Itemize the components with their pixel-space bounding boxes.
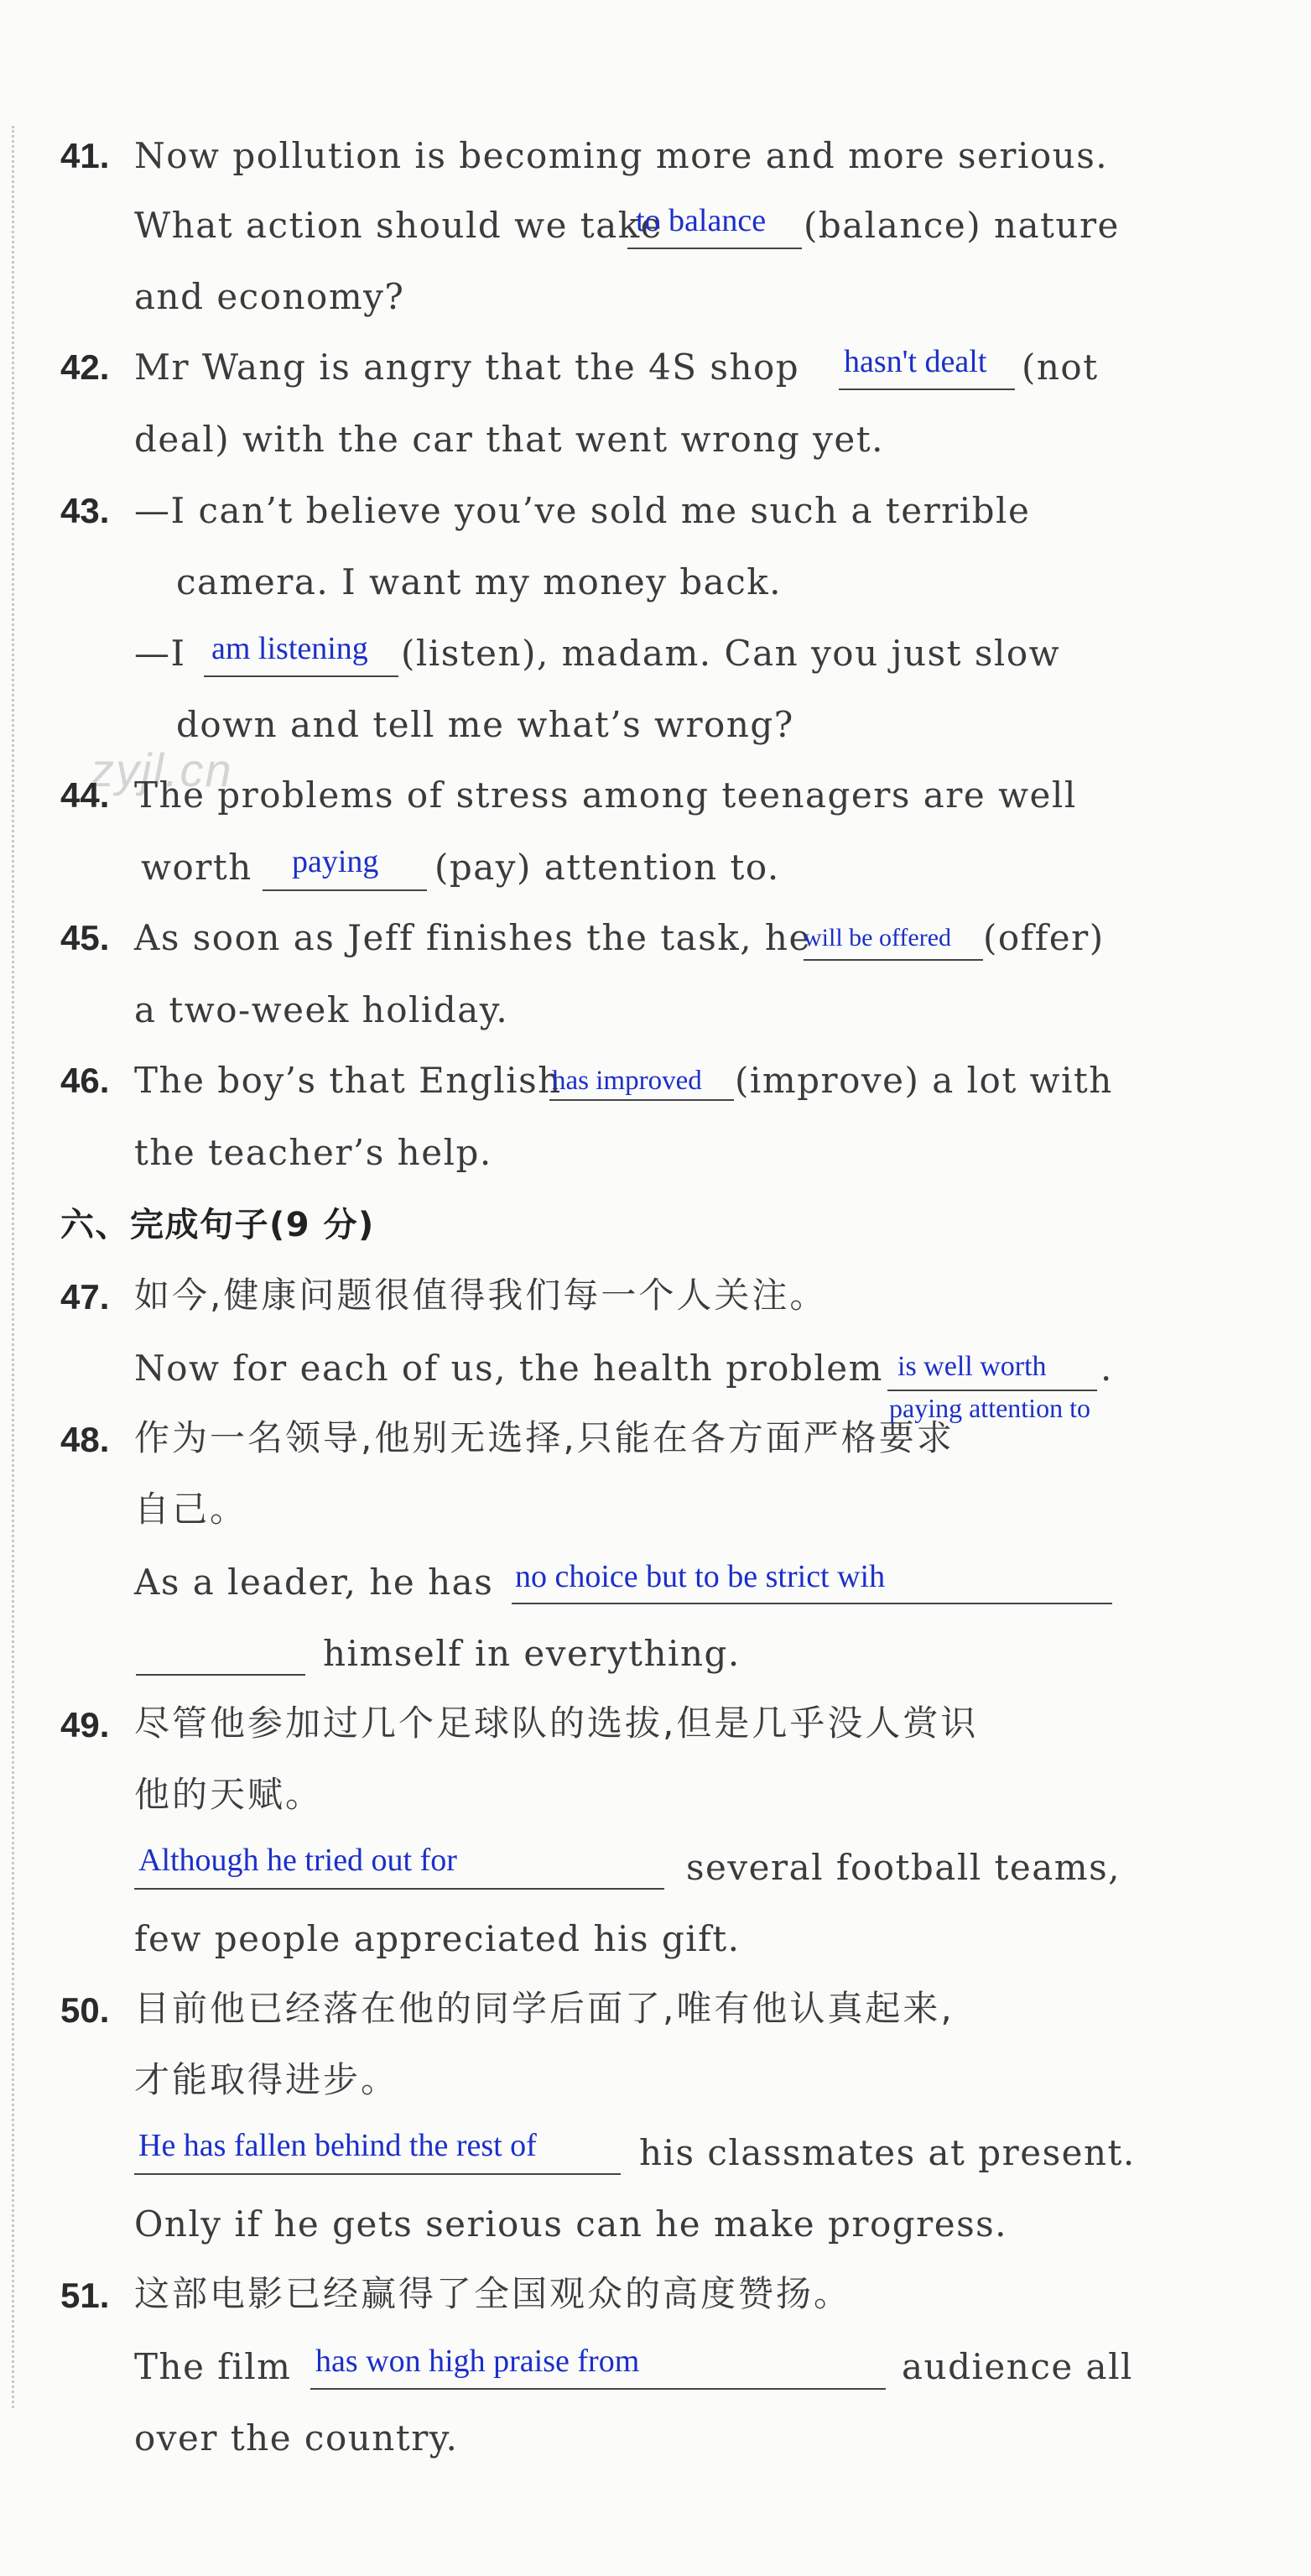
question-text: over the country.: [134, 2417, 459, 2459]
question-text: As a leader, he has: [134, 1562, 494, 1603]
question-text: himself in everything.: [323, 1633, 741, 1674]
question-text: The problems of stress among teenagers are well: [134, 774, 1077, 816]
question-text: worth: [141, 847, 252, 888]
handwritten-answer: paying: [292, 844, 379, 879]
section-heading: 六、完成句子(9 分): [60, 1206, 375, 1244]
answer-blank: [136, 1674, 305, 1676]
answer-blank: [804, 959, 983, 961]
question-text: few people appreciated his gift.: [134, 1918, 741, 1959]
question-number: 45.: [60, 918, 110, 957]
answer-blank: [887, 1390, 1097, 1391]
question-text: As soon as Jeff finishes the task, he: [134, 917, 811, 958]
question-chinese-text: 他的天赋。: [134, 1774, 324, 1815]
handwritten-answer: no choice but to be strict wih: [515, 1559, 886, 1594]
handwritten-answer: Although he tried out for: [138, 1843, 457, 1878]
answer-blank: [627, 248, 802, 249]
answer-blank: [263, 889, 427, 891]
answer-blank: [512, 1603, 1112, 1604]
question-text: a two-week holiday.: [134, 989, 509, 1030]
question-chinese-text: 这部电影已经赢得了全国观众的高度赞扬。: [134, 2273, 852, 2314]
question-text: (not: [1022, 347, 1099, 388]
question-number: 42.: [60, 347, 110, 387]
question-text: several football teams,: [686, 1847, 1121, 1888]
question-text: —I: [134, 633, 186, 674]
handwritten-answer: to balance: [636, 203, 767, 238]
question-text: (balance) nature: [804, 205, 1120, 246]
question-chinese-text: 如今,健康问题很值得我们每一个人关注。: [134, 1275, 828, 1316]
answer-blank: [310, 2388, 886, 2390]
answer-blank: [204, 675, 398, 677]
question-text: audience all: [902, 2346, 1133, 2387]
question-text: Only if he gets serious can he make progress.: [134, 2203, 1008, 2245]
handwritten-answer: hasn't dealt: [844, 344, 987, 379]
question-number: 44.: [60, 775, 110, 815]
question-text: Now for each of us, the health problem: [134, 1348, 883, 1389]
watermark: zyjl.cn: [91, 743, 233, 796]
handwritten-answer: He has fallen behind the rest of: [138, 2128, 537, 2163]
period: .: [1100, 1348, 1113, 1389]
margin-dotted-line: [12, 126, 14, 2408]
handwritten-answer: is well worth: [897, 1351, 1047, 1382]
question-number: 47.: [60, 1277, 110, 1317]
question-text: The film: [134, 2346, 292, 2387]
question-chinese-text: 目前他已经落在他的同学后面了,唯有他认真起来,: [134, 1988, 955, 2029]
handwritten-answer: paying attention to: [889, 1393, 1090, 1423]
answer-blank: [839, 388, 1015, 390]
handwritten-answer: am listening: [211, 631, 368, 666]
answer-blank: [134, 2173, 621, 2175]
question-text: Now pollution is becoming more and more serious.: [134, 135, 1109, 176]
question-text: (improve) a lot with: [735, 1060, 1113, 1101]
question-text: camera. I want my money back.: [176, 561, 783, 602]
question-text: What action should we take: [134, 205, 663, 246]
answer-blank: [134, 1888, 664, 1890]
question-text: down and tell me what’s wrong?: [176, 704, 794, 745]
question-number: 43.: [60, 491, 110, 530]
question-chinese-text: 才能取得进步。: [134, 2059, 399, 2100]
question-number: 48.: [60, 1420, 110, 1459]
question-text: and economy?: [134, 276, 405, 317]
handwritten-answer: has won high praise from: [315, 2344, 640, 2379]
question-number: 41.: [60, 136, 110, 175]
question-text: (pay) attention to.: [434, 847, 780, 888]
question-number: 46.: [60, 1061, 110, 1100]
question-text: the teacher’s help.: [134, 1132, 492, 1173]
question-chinese-text: 作为一名领导,他别无选择,只能在各方面严格要求: [134, 1417, 955, 1458]
handwritten-answer: has improved: [552, 1066, 702, 1096]
question-number: 49.: [60, 1705, 110, 1744]
question-text: (listen), madam. Can you just slow: [401, 633, 1061, 674]
question-text: (offer): [983, 917, 1105, 958]
question-number: 50.: [60, 1990, 110, 2030]
question-text: —I can’t believe you’ve sold me such a terrible: [134, 490, 1031, 531]
question-text: his classmates at present.: [639, 2132, 1136, 2173]
question-chinese-text: 尽管他参加过几个足球队的选拔,但是几乎没人赏识: [134, 1703, 979, 1744]
question-number: 51.: [60, 2276, 110, 2315]
answer-blank: [549, 1099, 734, 1101]
question-text: Mr Wang is angry that the 4S shop: [134, 347, 800, 388]
handwritten-answer: will be offered: [804, 924, 952, 952]
question-text: deal) with the car that went wrong yet.: [134, 419, 884, 460]
question-chinese-text: 自己。: [134, 1489, 248, 1530]
question-text: The boy’s that English: [134, 1060, 562, 1101]
